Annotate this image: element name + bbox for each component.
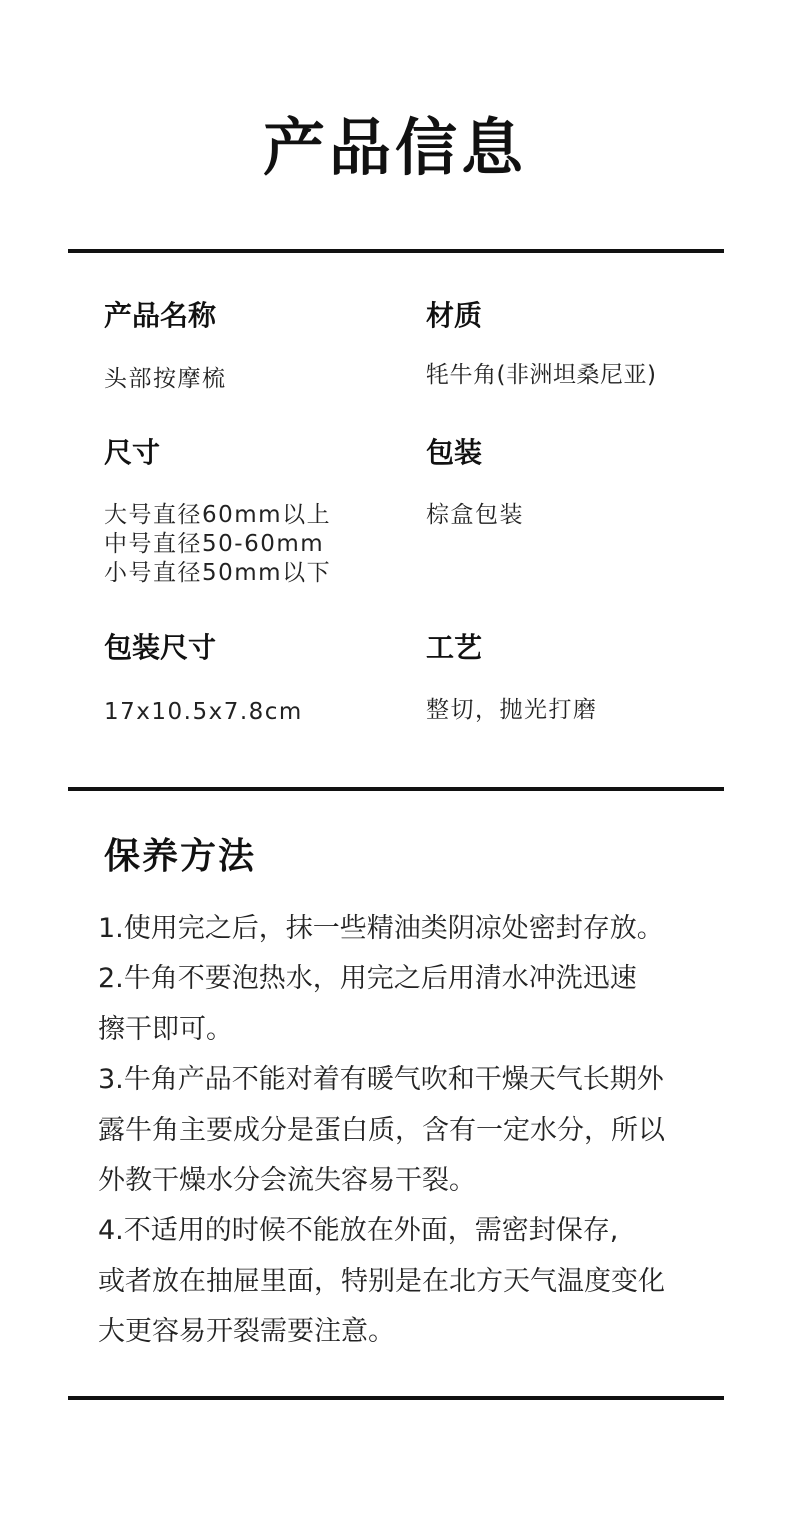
size-label: 尺寸 bbox=[104, 436, 161, 469]
care-line: 大更容易开裂需要注意。 bbox=[98, 1316, 395, 1348]
care-line: 或者放在抽屉里面，特别是在北方天气温度变化 bbox=[98, 1265, 665, 1297]
craft-value: 整切，抛光打磨 bbox=[426, 697, 598, 723]
bottom-divider bbox=[68, 1396, 724, 1400]
packaging-label: 包装 bbox=[426, 436, 483, 469]
top-divider bbox=[68, 249, 724, 253]
care-line: 4.不适用的时候不能放在外面，需密封保存, bbox=[98, 1215, 619, 1247]
size-value-medium: 中号直径50-60mm bbox=[104, 531, 325, 557]
care-line: 擦干即可。 bbox=[98, 1013, 233, 1045]
size-value-large: 大号直径60mm以上 bbox=[104, 502, 332, 528]
care-line: 3.牛角产品不能对着有暖气吹和干燥天气长期外 bbox=[98, 1064, 664, 1096]
product-name-value: 头部按摩梳 bbox=[104, 366, 227, 392]
care-line: 1.使用完之后，抹一些精油类阴凉处密封存放。 bbox=[98, 913, 664, 944]
middle-divider bbox=[68, 787, 724, 791]
package-size-value: 17x10.5x7.8cm bbox=[104, 699, 303, 725]
material-value: 牦牛角(非洲坦桑尼亚) bbox=[426, 362, 657, 388]
care-line: 2.牛角不要泡热水，用完之后用清水冲洗迅速 bbox=[98, 963, 637, 995]
page-title: 产品信息 bbox=[262, 111, 527, 184]
care-line: 露牛角主要成分是蛋白质，含有一定水分，所以 bbox=[98, 1114, 665, 1146]
size-value-small: 小号直径50mm以下 bbox=[104, 560, 332, 586]
care-title: 保养方法 bbox=[104, 836, 257, 877]
craft-label: 工艺 bbox=[426, 631, 483, 664]
care-instructions bbox=[98, 904, 728, 1358]
package-size-label: 包装尺寸 bbox=[104, 631, 217, 664]
product-name-label: 产品名称 bbox=[104, 299, 217, 332]
care-line: 外教干燥水分会流失容易干裂。 bbox=[98, 1165, 476, 1197]
material-label: 材质 bbox=[426, 299, 483, 332]
packaging-value: 棕盒包装 bbox=[426, 502, 524, 528]
